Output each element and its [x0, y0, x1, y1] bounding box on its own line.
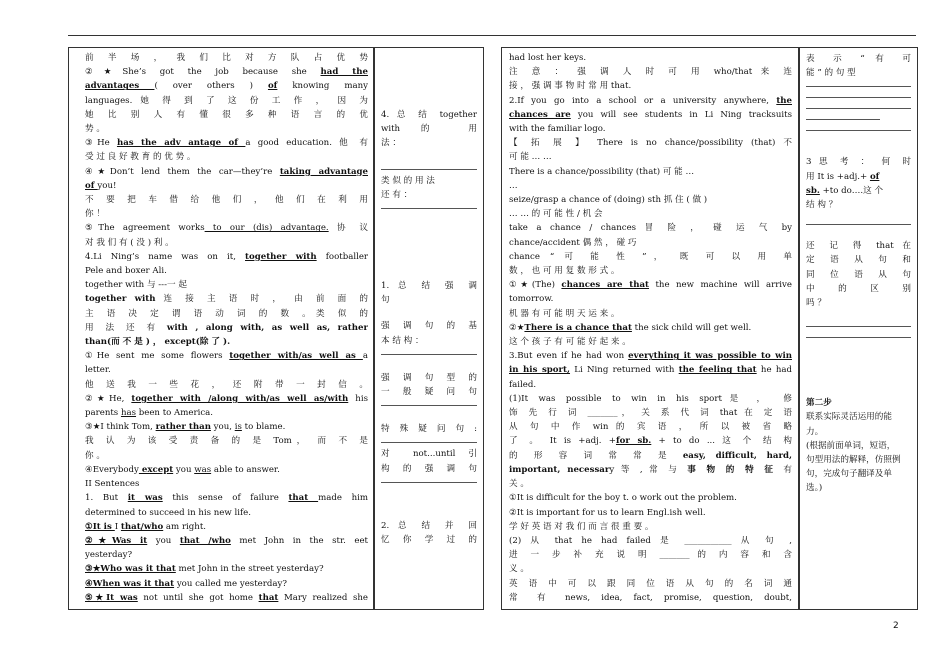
- guide-line: 力。: [806, 426, 824, 437]
- answer-blank[interactable]: [381, 405, 477, 406]
- text-line: together with 连 接 主 语 时 ， 由 前 面 的: [85, 294, 368, 305]
- text-line: letter.: [85, 365, 111, 376]
- guide-line: 定 语 从 句 和: [806, 255, 911, 266]
- text-line: ④★Don’t lend them the car—they’re taking advantage: [85, 166, 368, 177]
- answer-blank[interactable]: [806, 86, 911, 87]
- header-rule: [68, 35, 916, 36]
- guide-line: 同 位 语 从 句: [806, 269, 911, 280]
- text-line: 英 语 中 可 以 跟 同 位 语 从 句 的 名 词 通: [509, 578, 792, 589]
- guide-line: 对 not...until 引: [381, 449, 477, 460]
- guide-line: (根据前面单词，短语，: [806, 440, 896, 451]
- text-line: 受 过 良 好 教 育 的 优 势 。: [85, 152, 196, 163]
- text-line: 4.Li Ning’s name was on it, together with footballer: [85, 251, 368, 262]
- guide-line: 4. 总 结 together: [381, 110, 477, 120]
- text-line: chances are you will see students in Li Ning tracksuits: [509, 109, 792, 120]
- text-line: 1. But it was this sense of failure that made him: [85, 493, 368, 504]
- text-line: 可 能 … …: [509, 152, 552, 163]
- answer-blank[interactable]: [806, 108, 911, 109]
- text-line: ④When was it that you called me yesterday?: [85, 578, 287, 589]
- text-line: … … 的 可 能 性 / 机 会: [509, 209, 603, 220]
- answer-blank[interactable]: [381, 482, 477, 483]
- text-line: 我 认 为 该 受 责 备 的 是 Tom， 而 不 是: [85, 436, 368, 447]
- guide-line: 强 调 句 型 的: [381, 372, 477, 383]
- text-line: 用 法 还 有 with , along with, as well as, rather: [85, 322, 368, 333]
- text-line: (1)It was possible to win in his sport是 ， 修: [509, 393, 792, 404]
- guide-line: 法 ：: [381, 138, 401, 149]
- column-notes-left: [68, 47, 374, 610]
- guide-line: 1. 总 结 强 调: [381, 281, 477, 292]
- text-line: Pele and boxer Ali.: [85, 266, 167, 277]
- text-line: failed.: [509, 379, 537, 390]
- text-line: 她 比 别 人 有 懂 很 多 种 语 言 的 优: [85, 109, 368, 120]
- text-line: ②★Was it you that /who met John in the str. eet: [85, 535, 368, 546]
- guide-line: 本 结 构 ：: [381, 335, 424, 346]
- guide-line: 句: [381, 295, 390, 306]
- text-line: seize/grasp a chance of (doing) sth 抓 住 ( 做 ): [509, 195, 708, 206]
- text-line: yesterday?: [85, 550, 133, 561]
- text-line: …: [509, 180, 518, 191]
- guide-line: 联系实际灵活运用的能: [806, 412, 892, 423]
- text-line: 机 器 有 可 能 明 天 运 来 。: [509, 308, 620, 319]
- text-line: ①It is I that/who am right.: [85, 521, 207, 532]
- text-line: had lost her keys.: [509, 53, 587, 63]
- text-line: 这 个 孩 子 有 可 能 好 起 来 。: [509, 337, 631, 348]
- guide-line: 用 It is +adj.+ of: [806, 171, 880, 182]
- text-line: languages. 她 得 到 了 这 份 工 作 ， 因 为: [85, 95, 368, 106]
- text-line: in his sport, Li Ning returned with the feeling that he had: [509, 365, 792, 376]
- text-line: ④Everybody except you was able to answer.: [85, 464, 280, 475]
- answer-blank[interactable]: [806, 337, 911, 338]
- text-line: 前 半 场 ， 我 们 比 对 方 队 占 优 势: [85, 53, 368, 63]
- text-line: ①He sent me some flowers together with/as well as a: [85, 351, 368, 362]
- text-line: ③He has the adv antage of a good education. 他 有: [85, 138, 368, 149]
- text-line: 你 。: [85, 450, 105, 461]
- guide-line: 句，完成句子翻译及单: [806, 469, 892, 480]
- answer-blank[interactable]: [806, 130, 911, 131]
- text-line: chance “ 可 能 性 ”， 既 可 以 用 单: [509, 251, 792, 262]
- guide-line: 句型用法的解释，仿照例: [806, 455, 901, 466]
- text-line: important, necessary 等 , 常 与 事 物 的 特 征 有: [509, 464, 792, 475]
- text-line: 数 ， 也 可 用 复 数 形 式 。: [509, 266, 620, 277]
- guide-line: sb. +to do….这 个: [806, 185, 884, 196]
- text-line: 的 形 容 词 常 常 是 easy, difficult, hard,: [509, 450, 792, 461]
- guide-line: 结 构 ？: [806, 200, 838, 211]
- text-line: 从 句 中 作 win 的 宾 语 ， 所 以 被 省 略: [509, 422, 792, 433]
- guide-line: 吗 ？: [806, 298, 826, 309]
- text-line: ③★I think Tom, rather than you, is to blame.: [85, 422, 286, 433]
- section-heading: II Sentences: [85, 479, 140, 490]
- text-line: with the familiar logo.: [509, 124, 606, 135]
- answer-blank[interactable]: [806, 326, 911, 327]
- guide-line: 强 调 句 的 基: [381, 321, 477, 332]
- text-line: parents has been to America.: [85, 408, 214, 419]
- guide-line: 能 ” 的 句 型: [806, 68, 856, 79]
- text-line: tomorrow.: [509, 294, 554, 305]
- guide-line: 忆 你 学 过 的: [381, 535, 477, 546]
- column-guide-left: [374, 47, 484, 610]
- text-line: 主 语 决 定 谓 语 动 词 的 数 。类 似 的: [85, 308, 368, 319]
- text-line: than(而 不 是 ) ， except(除 了 ).: [85, 337, 231, 348]
- text-line: ⑤★It was not until she got home that Mary realized she: [85, 592, 368, 603]
- text-line: ①It is difficult for the boy t. o work out the problem.: [509, 493, 737, 504]
- text-line: ③★Who was it that met John in the street yesterday?: [85, 564, 324, 575]
- answer-blank[interactable]: [381, 442, 477, 443]
- guide-line: 还 有 ：: [381, 189, 413, 200]
- answer-blank[interactable]: [806, 97, 911, 98]
- page-number: 2: [893, 621, 899, 631]
- guide-line: 特 殊 疑 问 句 :: [381, 424, 477, 435]
- answer-blank[interactable]: [381, 354, 477, 355]
- text-line: ②It is important for us to learn Engl.ish well.: [509, 507, 706, 518]
- answer-blank[interactable]: [381, 208, 477, 209]
- guide-line: 类 似 的 用 法: [381, 175, 435, 186]
- text-line: 对 我 们 有 ( 没 ) 利 。: [85, 237, 174, 248]
- text-line: 饰 先 行 词 _______， 关 系 代 词 that 在 定 语: [509, 408, 792, 419]
- text-line: ②★There is a chance that the sick child will get well.: [509, 322, 752, 333]
- text-line: of you!: [85, 180, 117, 191]
- text-line: 进 一 步 补 充 说 明 _______ 的 内 容 和 含: [509, 550, 792, 561]
- text-line: take a chance / chances 冒 险 ， 碰 运 气 by: [509, 223, 792, 234]
- text-line: together with 与 ---一 起: [85, 280, 187, 291]
- guide-line: 中 的 区 别: [806, 283, 911, 294]
- text-line: 势 。: [85, 124, 105, 135]
- guide-line: with 的 用: [381, 124, 477, 135]
- text-line: determined to succeed in his new life.: [85, 507, 251, 518]
- text-line: ①★(The) chances are that the new machine will arrive: [509, 280, 792, 291]
- answer-blank[interactable]: [806, 119, 880, 120]
- guide-line: 表 示 “ 有 可: [806, 54, 911, 64]
- text-line: 【 拓 展 】 There is no chance/possibility (that) 不: [509, 138, 792, 149]
- text-line: chance/accident 偶 然 ， 碰 巧: [509, 237, 637, 248]
- text-line: There is a chance/possibility (that) 可 能 …: [509, 166, 695, 177]
- guide-line: 一 般 疑 问 句: [381, 387, 477, 398]
- text-line: 不 要 把 车 借 给 他 们 ， 他 们 在 利 用: [85, 195, 368, 206]
- guide-line: 构 的 强 调 句: [381, 463, 477, 474]
- text-line: 接 ， 强 调 事 物 时 常 用 that.: [509, 81, 632, 92]
- answer-blank[interactable]: [381, 169, 477, 170]
- step-heading: 第二步: [806, 398, 832, 409]
- text-line: 你 ！: [85, 209, 105, 220]
- text-line: 注 意 ： 强 调 人 时 可 用 who/that 来 连: [509, 67, 792, 78]
- guide-line: 2. 总 结 并 回: [381, 520, 477, 531]
- column-guide-right: [799, 47, 918, 610]
- text-line: advantages ( over others ) of knowing many: [85, 81, 368, 92]
- text-line: ⑤The agreement works to our (dis) advantage. 协 议: [85, 223, 368, 234]
- text-line: 他 送 我 一 些 花 ， 还 附 带 一 封 信 。: [85, 379, 368, 390]
- answer-blank[interactable]: [806, 224, 911, 225]
- text-line: 学 好 英 语 对 我 们 而 言 很 重 要 。: [509, 521, 654, 532]
- text-line: 3.But even if he had won everything it was possible to win: [509, 351, 792, 362]
- text-line: 关 。: [509, 479, 529, 490]
- guide-line: 3 思 考 ： 何 时: [806, 157, 911, 168]
- text-line: (2) 从 that he had failed 是 ___________ 从 句 ,: [509, 535, 792, 546]
- guide-line: 选。): [806, 483, 823, 494]
- guide-line: 还 记 得 that 在: [806, 241, 911, 252]
- text-line: 义 。: [509, 564, 529, 575]
- text-line: 常 有 news, idea, fact, promise, question, doubt,: [509, 592, 792, 603]
- column-notes-right: [501, 47, 799, 610]
- text-line: 2.If you go into a school or a university anywhere, the: [509, 95, 792, 106]
- text-line: ②★He, together with /along with/as well as/with his: [85, 393, 368, 404]
- text-line: ②★She’s got the job because she had the: [85, 67, 368, 78]
- text-line: 了 。 It is +adj. +for sb. + to do ... 这 个 结 构: [509, 436, 792, 447]
